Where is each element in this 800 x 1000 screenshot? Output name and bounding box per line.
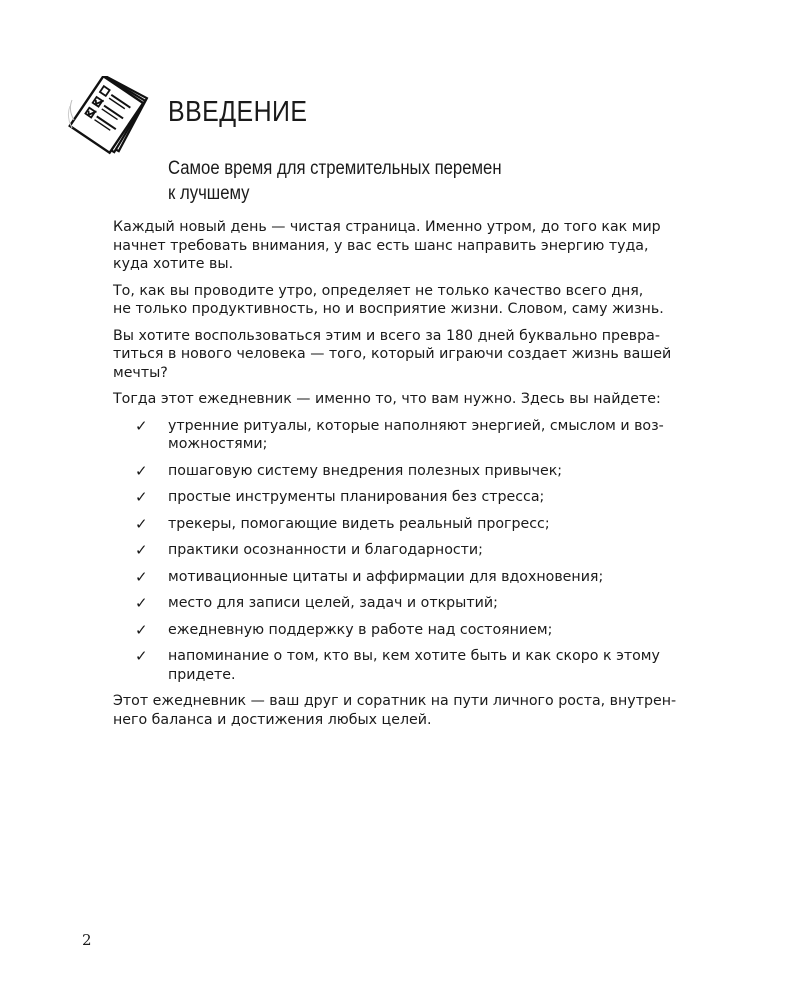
list-item xyxy=(113,568,718,587)
checkmark-icon: ✓ xyxy=(135,594,148,612)
list-item-line-1: утренние ритуалы, которые наполняют энергией, смыслом и воз- xyxy=(168,417,664,434)
paragraph-3-line-2: титься в нового человека — того, который играючи создает жизнь вашей xyxy=(113,346,672,362)
list-item-line-2: можностями; xyxy=(168,436,268,452)
list-item-text: пошаговую систему внедрения полезных привычек; xyxy=(168,462,563,479)
page-number: 2 xyxy=(82,931,92,949)
list-item xyxy=(113,621,718,640)
paragraph-1-line-2: начнет требовать внимания, у вас есть шанс направить энергию туда, xyxy=(113,237,649,254)
list-item xyxy=(113,462,718,481)
list-item-text: простые инструменты планирования без стресса; xyxy=(168,489,545,505)
list-item xyxy=(113,647,718,684)
subtitle-line-2: к лучшему xyxy=(168,183,250,204)
paragraph-2 xyxy=(113,282,718,319)
checkmark-icon: ✓ xyxy=(135,461,148,480)
list-item-text: ежедневную поддержку в работе над состоянием; xyxy=(168,621,553,638)
paragraph-5-line-1: Этот ежедневник — ваш друг и соратник на пути личного роста, внутрен- xyxy=(113,693,677,709)
feature-list xyxy=(113,417,718,685)
subtitle-line-1: Самое время для стремительных перемен xyxy=(168,158,502,179)
checkmark-icon: ✓ xyxy=(135,620,148,639)
paragraph-2-line-1: То, как вы проводите утро, определяет не только качество всего дня, xyxy=(113,282,644,299)
paragraph-3 xyxy=(113,327,718,383)
list-item xyxy=(113,594,718,613)
chapter-subtitle xyxy=(168,156,502,206)
paragraph-5-line-2: него баланса и достижения любых целей. xyxy=(113,711,432,728)
paragraph-4: Тогда этот ежедневник — именно то, что вам нужно. Здесь вы найдете: xyxy=(113,391,661,407)
paragraph-5 xyxy=(113,692,718,729)
documents-checklist-icon xyxy=(62,76,162,158)
paragraph-3-line-1: Вы хотите воспользоваться этим и всего за 180 дней буквально превра- xyxy=(113,327,660,344)
checkmark-icon: ✓ xyxy=(135,416,148,435)
checkmark-icon: ✓ xyxy=(135,647,148,665)
list-item xyxy=(113,417,718,454)
list-item-text: практики осознанности и благодарности; xyxy=(168,542,483,558)
paragraph-1-line-3: куда хотите вы. xyxy=(113,256,234,272)
checkmark-icon: ✓ xyxy=(135,514,148,533)
paragraph-1 xyxy=(113,218,718,274)
list-item xyxy=(113,515,718,534)
list-item xyxy=(113,541,718,560)
body-text xyxy=(113,218,718,737)
list-item-text: место для записи целей, задач и открытий; xyxy=(168,595,498,611)
checkmark-icon: ✓ xyxy=(135,567,148,586)
list-item-text: мотивационные цитаты и аффирмации для вдохновения; xyxy=(168,568,604,585)
list-item xyxy=(113,488,718,507)
paragraph-1-line-1: Каждый новый день — чистая страница. Именно утром, до того как мир xyxy=(113,219,661,235)
list-item-line-2: придете. xyxy=(168,666,236,683)
paragraph-2-line-2: не только продуктивность, но и восприятие жизни. Словом, саму жизнь. xyxy=(113,301,664,317)
list-item-text: трекеры, помогающие видеть реальный прогресс; xyxy=(168,515,550,532)
chapter-title: ВВЕДЕНИЕ xyxy=(168,96,308,128)
paragraph-3-line-3: мечты? xyxy=(113,364,168,381)
checkmark-icon: ✓ xyxy=(135,541,148,559)
checkmark-icon: ✓ xyxy=(135,488,148,506)
list-item-line-1: напоминание о том, кто вы, кем хотите быть и как скоро к этому xyxy=(168,648,660,664)
